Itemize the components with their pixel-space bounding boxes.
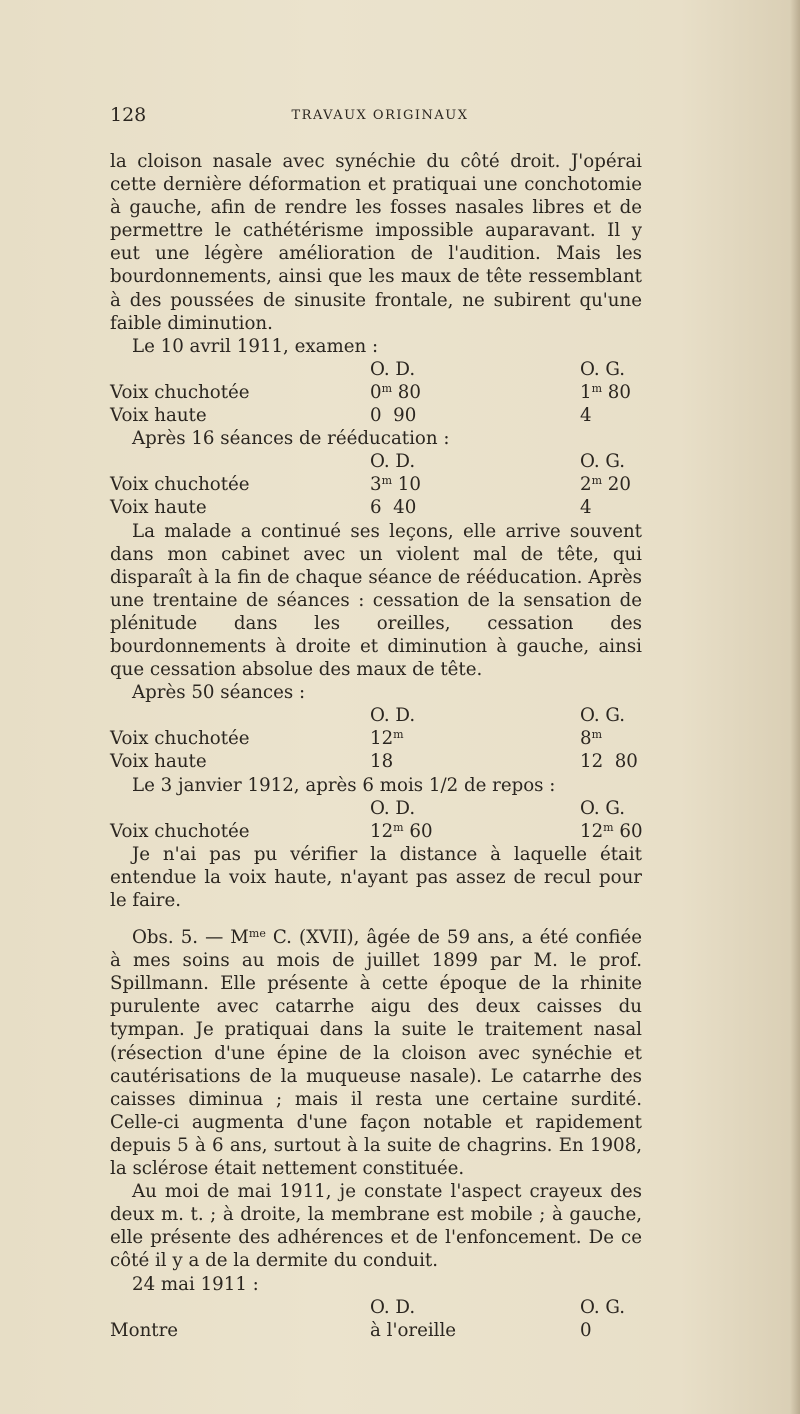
obs5-me: me (248, 927, 266, 941)
exam4-header-row (110, 797, 642, 820)
od-value: 6 40 (370, 497, 417, 519)
row-label: Montre (110, 1319, 179, 1341)
od-rest: 10 (392, 474, 421, 496)
exam2-intro-row (110, 427, 642, 450)
paragraph-3: Je n'ai pas pu vérifier la distance à laquelle était entendue la voix haute, n'ayant pas assez de recul pour le faire. (110, 843, 642, 911)
row-label: Voix chuchotée (110, 728, 250, 750)
obs5-text: C. (XVII), âgée de 59 ans, a été confiée à mes soins au mois de juillet 1899 par M. le prof. Spillmann. Elle présente à cette époque de la rhinite purulente avec catarrhe aigu des deux caisses du tympan. Je pratiquai dans la suite le traitement nasal (résection d'une épine de la cloison avec synéchie et cautérisations de la muqueuse nasale). Le catarrhe des caisses diminua ; mais il resta une certaine surdité. Celle-ci augmenta d'une façon notable et rapidement depuis 5 à 6 ans, surtout à la suite de chagrins. En 1908, la sclérose était nettement constituée. (110, 927, 642, 1180)
od-num: 0 (370, 381, 382, 403)
row-label: Voix haute (110, 405, 207, 427)
exam1-intro-row (110, 335, 642, 358)
od-value (370, 473, 421, 496)
exam4-col-og: O. G. (580, 797, 626, 819)
og-num: 12 (580, 820, 604, 842)
od-value: 0 90 (370, 405, 417, 427)
og-rest: 60 (613, 820, 643, 842)
od-num: 12 (370, 728, 394, 750)
od-value (370, 820, 433, 843)
table-row (110, 381, 642, 404)
table-row (110, 820, 642, 843)
exam1-intro: Le 10 avril 1911, examen : (132, 335, 379, 357)
paragraph-4: Au moi de mai 1911, je constate l'aspect crayeux des deux m. t. ; à droite, la membrane est mobile ; à gauche, elle présente des adhérences et de l'enfoncement. De ce côté il y a de la dermite du conduit. (110, 1181, 642, 1272)
exam5-intro: 24 mai 1911 : (132, 1273, 259, 1295)
paragraph-2: La malade a continué ses leçons, elle arrive souvent dans mon cabinet avec un violent mal de tête, qui disparaît à la fin de chaque séance de rééducation. Après une trentaine de séances : cessation de la sensation de plénitude dans les oreilles, cessation des bourdonnements à droite et diminution à gauche, ainsi que cessation absolue des maux de tête. (110, 520, 642, 681)
exam4-intro-row (110, 774, 642, 797)
og-value: 4 (580, 405, 592, 427)
table-row (110, 750, 642, 773)
exam4-intro: Le 3 janvier 1912, après 6 mois 1/2 de repos : (132, 774, 556, 796)
og-unit: m (603, 820, 614, 834)
og-unit: m (591, 381, 603, 395)
og-num: 1 (580, 381, 592, 403)
og-rest: 20 (602, 474, 631, 496)
row-label: Voix chuchotée (110, 381, 250, 403)
row-label: Voix haute (110, 751, 207, 773)
row-label: Voix chuchotée (110, 474, 250, 496)
exam3-col-og: O. G. (580, 705, 626, 727)
exam5-col-od: O. D. (370, 1296, 416, 1318)
exam3-header-row (110, 704, 642, 727)
page-edge-shadow (790, 0, 800, 1414)
row-label: Voix haute (110, 497, 207, 519)
page-header (110, 104, 710, 130)
od-rest: 60 (403, 820, 433, 842)
og-unit: m (591, 474, 603, 488)
od-value (370, 727, 404, 750)
table-row (110, 1319, 642, 1342)
og-value: 0 (580, 1319, 592, 1341)
od-value: à l'oreille (370, 1319, 457, 1341)
og-value (580, 381, 631, 404)
exam5-header-row (110, 1296, 642, 1319)
exam3-intro-row (110, 681, 642, 704)
exam2-col-od: O. D. (370, 451, 416, 473)
od-unit: m (381, 474, 393, 488)
row-label: Voix chuchotée (110, 820, 250, 842)
obs5-prefix: Obs. 5. — M (132, 927, 249, 949)
og-value: 4 (580, 497, 592, 519)
exam3-col-od: O. D. (370, 705, 416, 727)
od-unit: m (393, 728, 404, 742)
exam1-col-og: O. G. (580, 358, 626, 380)
og-value (580, 820, 643, 843)
og-num: 2 (580, 474, 592, 496)
og-value: 12 80 (580, 751, 638, 773)
exam1-col-od: O. D. (370, 358, 416, 380)
od-value: 18 (370, 751, 394, 773)
exam4-col-od: O. D. (370, 797, 416, 819)
exam2-col-og: O. G. (580, 451, 626, 473)
table-row (110, 404, 642, 427)
exam5-col-og: O. G. (580, 1296, 626, 1318)
exam2-header-row (110, 450, 642, 473)
og-num: 8 (580, 728, 592, 750)
od-unit: m (381, 381, 393, 395)
exam5-intro-row (110, 1273, 642, 1296)
od-rest: 80 (392, 381, 421, 403)
page-number: 128 (110, 104, 147, 126)
exam2-intro: Après 16 séances de rééducation : (132, 428, 450, 450)
exam3-intro: Après 50 séances : (132, 682, 306, 704)
od-num: 12 (370, 820, 394, 842)
og-value (580, 473, 631, 496)
og-rest: 80 (602, 381, 631, 403)
paragraph-1: la cloison nasale avec synéchie du côté droit. J'opérai cette dernière déformation et pratiquai une conchotomie à gauche, afin de rendre les fosses nasales libres et de permettre le cathétérisme impossible auparavant. Il y eut une légère amélioration de l'audition. Mais les bourdonnements, ainsi que les maux de tête ressemblant à des poussées de sinusite frontale, ne subirent qu'une faible diminution. (110, 151, 642, 334)
table-row (110, 473, 642, 496)
exam1-header-row (110, 358, 642, 381)
observation-5 (110, 926, 642, 1180)
text-body (110, 150, 642, 1342)
od-value (370, 381, 421, 404)
table-row (110, 496, 642, 519)
og-unit: m (591, 728, 603, 742)
running-title: TRAVAUX ORIGINAUX (291, 108, 469, 123)
od-unit: m (393, 820, 404, 834)
og-value (580, 727, 602, 750)
section-gap (110, 912, 642, 926)
table-row (110, 727, 642, 750)
od-num: 3 (370, 474, 382, 496)
